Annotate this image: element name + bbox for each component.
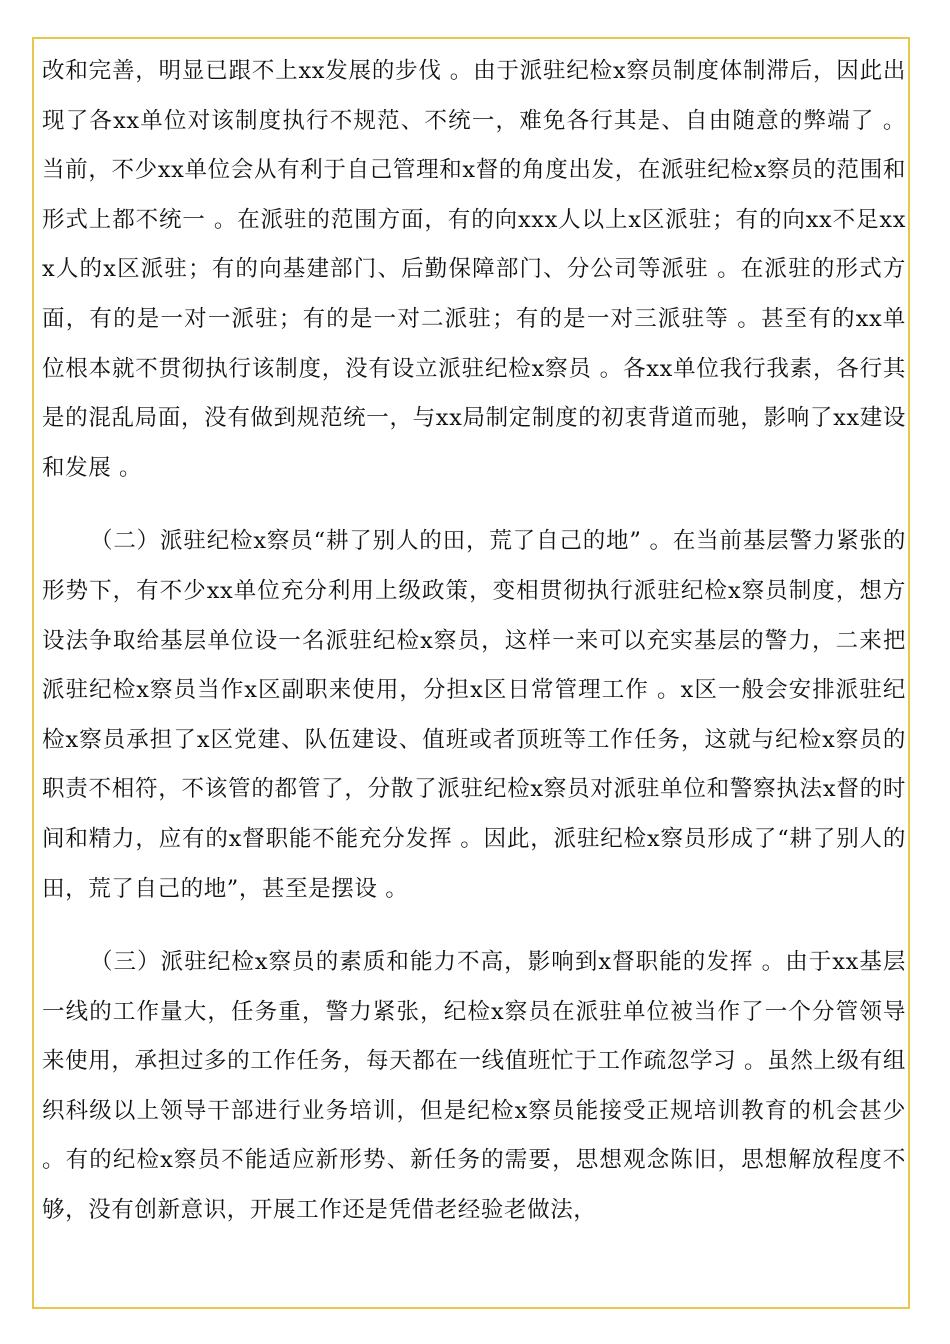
paragraph-continued: 改和完善，明显已跟不上xx发展的步伐 。由于派驻纪检x察员制度体制滞后，因此出现了各xx单位对该制度执行不规范、不统一，难免各行其是、自由随意的弊端了 。当前，不少xx单位会从有利于自己管理和x督的角度出发，在派驻纪检x察员的范围和形式上都不统一 。在派驻的范围方面，有的向xxx人以上x区派驻；有的向xx不足xxx人的x区派驻；有的向基建部门、后勤保障部门、分公司等派驻 。在派驻的形式方面，有的是一对一派驻；有的是一对二派驻；有的是一对三派驻等 。甚至有的xx单位根本就不贯彻执行该制度，没有设立派驻纪检x察员 。各xx单位我行我素，各行其是的混乱局面，没有做到规范统一，与xx局制定制度的初衷背道而驰，影响了xx建设和发展 。 (42, 58, 906, 481)
document-body (42, 47, 906, 1236)
paragraph-section-two: （二）派驻纪检x察员“耕了别人的田，荒了自己的地” 。在当前基层警力紧张的形势下，有不少xx单位充分利用上级政策，变相贯彻执行派驻纪检x察员制度，想方设法争取给基层单位设一名派驻纪检x察员，这样一来可以充实基层的警力，二来把派驻纪检x察员当作x区副职来使用，分担x区日常管理工作 。x区一般会安排派驻纪检x察员承担了x区党建、队伍建设、值班或者顶班等工作任务，这就与纪检x察员的职责不相符，不该管的都管了，分散了派驻纪检x察员对派驻单位和警察执法x督的时间和精力，应有的x督职能不能充分发挥 。因此，派驻纪检x察员形成了“耕了别人的田，荒了自己的地”，甚至是摆设 。 (42, 528, 906, 902)
paragraph-section-three: （三）派驻纪检x察员的素质和能力不高，影响到x督职能的发挥 。由于xx基层一线的工作量大，任务重，警力紧张，纪检x察员在派驻单位被当作了一个分管领导来使用，承担过多的工作任务，每天都在一线值班忙于工作疏忽学习 。虽然上级有组织科级以上领导干部进行业务培训，但是纪检x察员能接受正规培训教育的机会甚少 。有的纪检x察员不能适应新形势、新任务的需要，思想观念陈旧，思想解放程度不够，没有创新意识，开展工作还是凭借老经验老做法， (42, 949, 906, 1224)
